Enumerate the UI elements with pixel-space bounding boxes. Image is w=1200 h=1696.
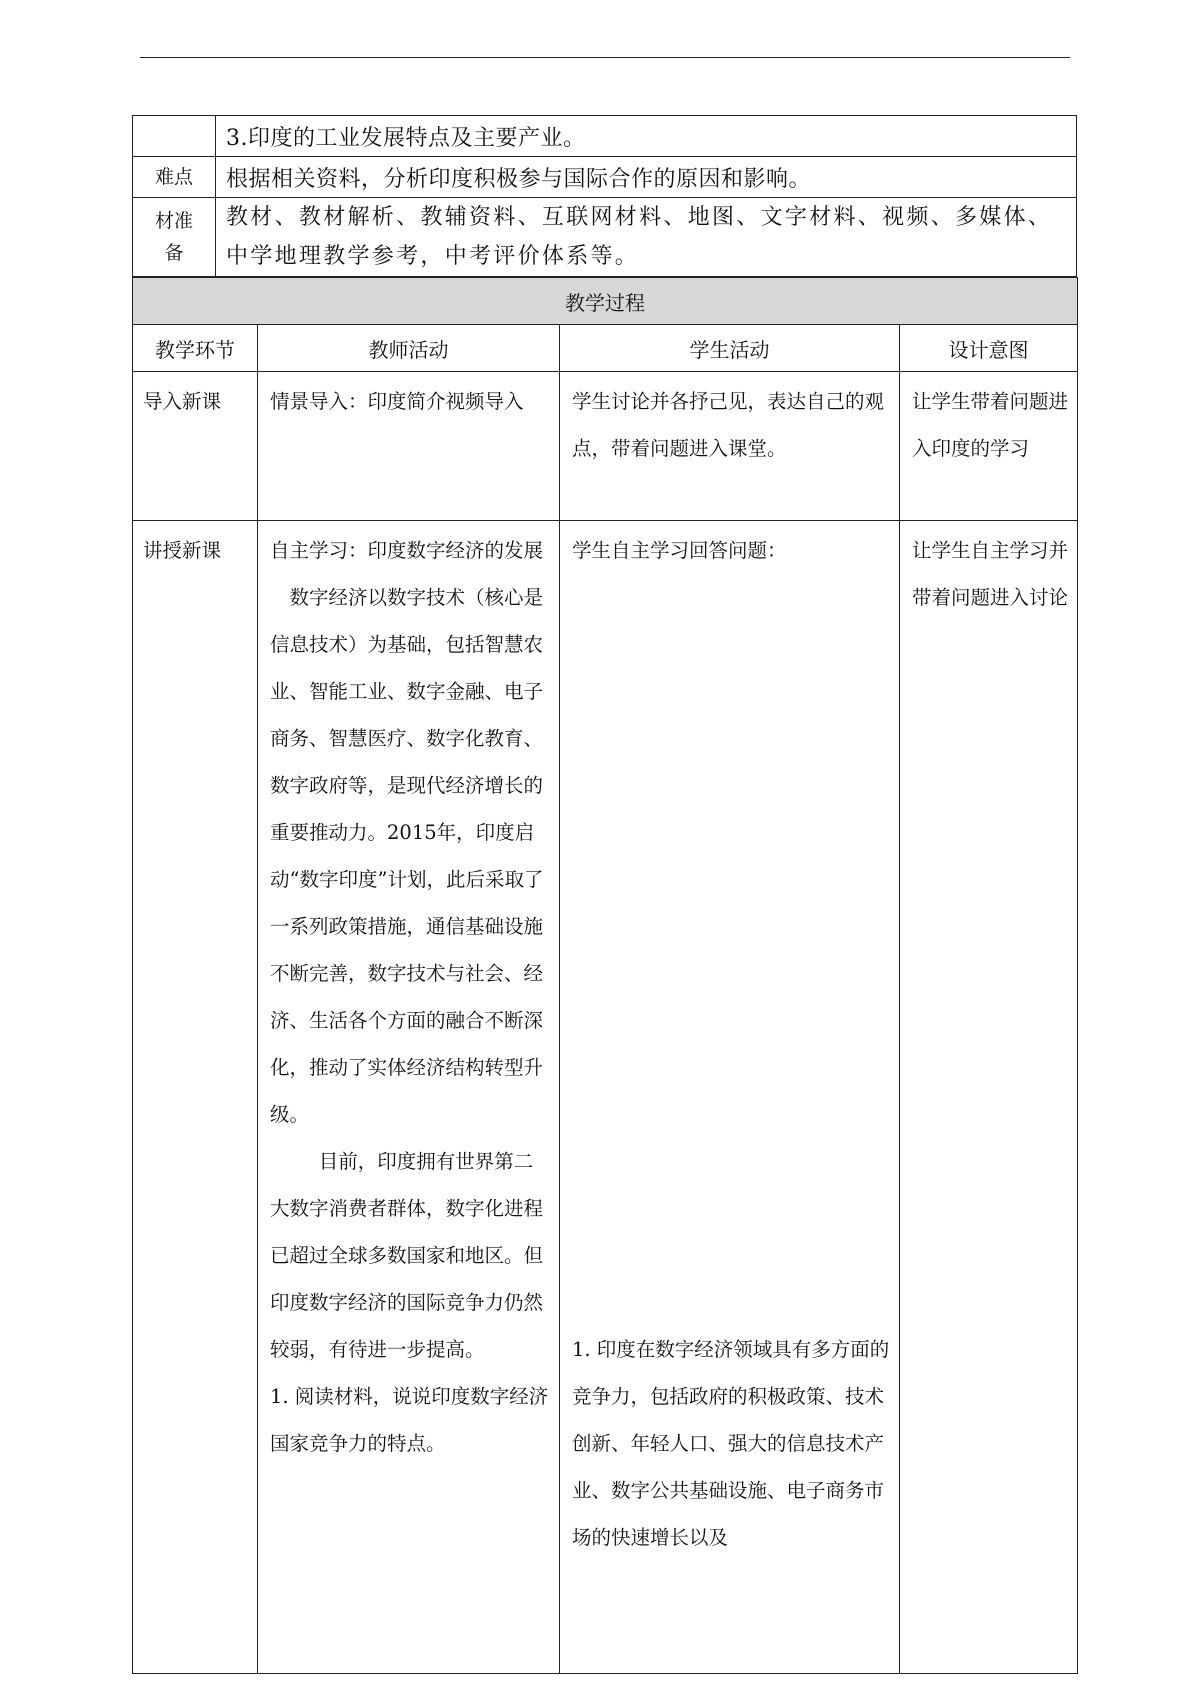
header-student: 学生活动 [560,325,900,372]
difficulty-text: 根据相关资料，分析印度积极参与国际合作的原因和影响。 [216,157,1077,198]
stage-intro: 导入新课 [143,390,222,413]
stage-cell [133,521,258,1674]
teacher-cell [258,521,560,1674]
empty-label-cell [133,116,216,157]
difficulty-label: 难点 [133,157,216,198]
table-row [133,116,1077,157]
materials-label [133,198,216,277]
header-teacher: 教师活动 [258,325,560,372]
student-intro: 学生讨论并各抒己见，表达自己的观点，带着问题进入课堂。 [572,390,885,460]
header-rule [140,57,1070,58]
table-row [133,198,1077,277]
intent-cell [900,372,1078,521]
student-cell [560,521,900,1674]
intent-intro: 让学生带着问题进入印度的学习 [912,390,1069,460]
header-intent: 设计意图 [900,325,1078,372]
materials-label-line1: 材准 [154,210,193,232]
student-paragraph-2: 1. 印度在数字经济领域具有多方面的竞争力，包括政府的积极政策、技术创新、年轻人口、强大的信息技术产业、数字公共基础设施、电子商务市场的快速增长以及 [572,1338,890,1549]
table-row [133,372,1078,521]
materials-label-line2: 备 [164,242,184,264]
teacher-cell [258,372,560,521]
table-header-row [133,325,1078,372]
table-row [133,278,1078,325]
student-paragraph-1: 学生自主学习回答问题： [572,539,787,562]
intent-new-lesson: 让学生自主学习并带着问题进入讨论 [912,539,1069,609]
teacher-paragraph-4: 1. 阅读材料，说说印度数字经济国家竞争力的特点。 [270,1385,549,1455]
teacher-paragraph-1: 自主学习：印度数字经济的发展 [270,539,544,562]
teacher-content [258,521,559,1467]
intent-cell [900,521,1078,1674]
stage-cell [133,372,258,521]
stage-new-lesson: 讲授新课 [143,539,222,562]
process-title: 教学过程 [133,278,1078,325]
teacher-paragraph-2: 数字经济以数字技术（核心是信息技术）为基础，包括智慧农业、智能工业、数字金融、电子商务、智慧医疗、数字化教育、数字政府等，是现代经济增长的重要推动力。2015年，印度启动“数字印度”计划，此后采取了一系列政策措施，通信基础设施不断完善，数字技术与社会、经济、生活各个方面的融合不断深化，推动了实体经济结构转型升级。 [270,586,544,1126]
table-row [133,521,1078,1674]
header-stage: 教学环节 [133,325,258,372]
teacher-intro: 情景导入：印度简介视频导入 [270,390,524,413]
student-gap [572,574,891,1326]
table-row [133,157,1077,198]
student-cell [560,372,900,521]
materials-text: 教材、教材解析、教辅资料、互联网材料、地图、文字材料、视频、多媒体、中学地理教学参考，中考评价体系等。 [216,198,1077,277]
teacher-paragraph-3: 目前，印度拥有世界第二大数字消费者群体，数字化进程已超过全球多数国家和地区。但印度数字经济的国际竞争力仍然较弱，有待进一步提高。 [270,1150,544,1361]
lesson-info-table [132,115,1077,277]
key-point-3: 3.印度的工业发展特点及主要产业。 [216,116,1077,157]
teaching-process-table [132,277,1078,1674]
student-content [560,521,899,1561]
